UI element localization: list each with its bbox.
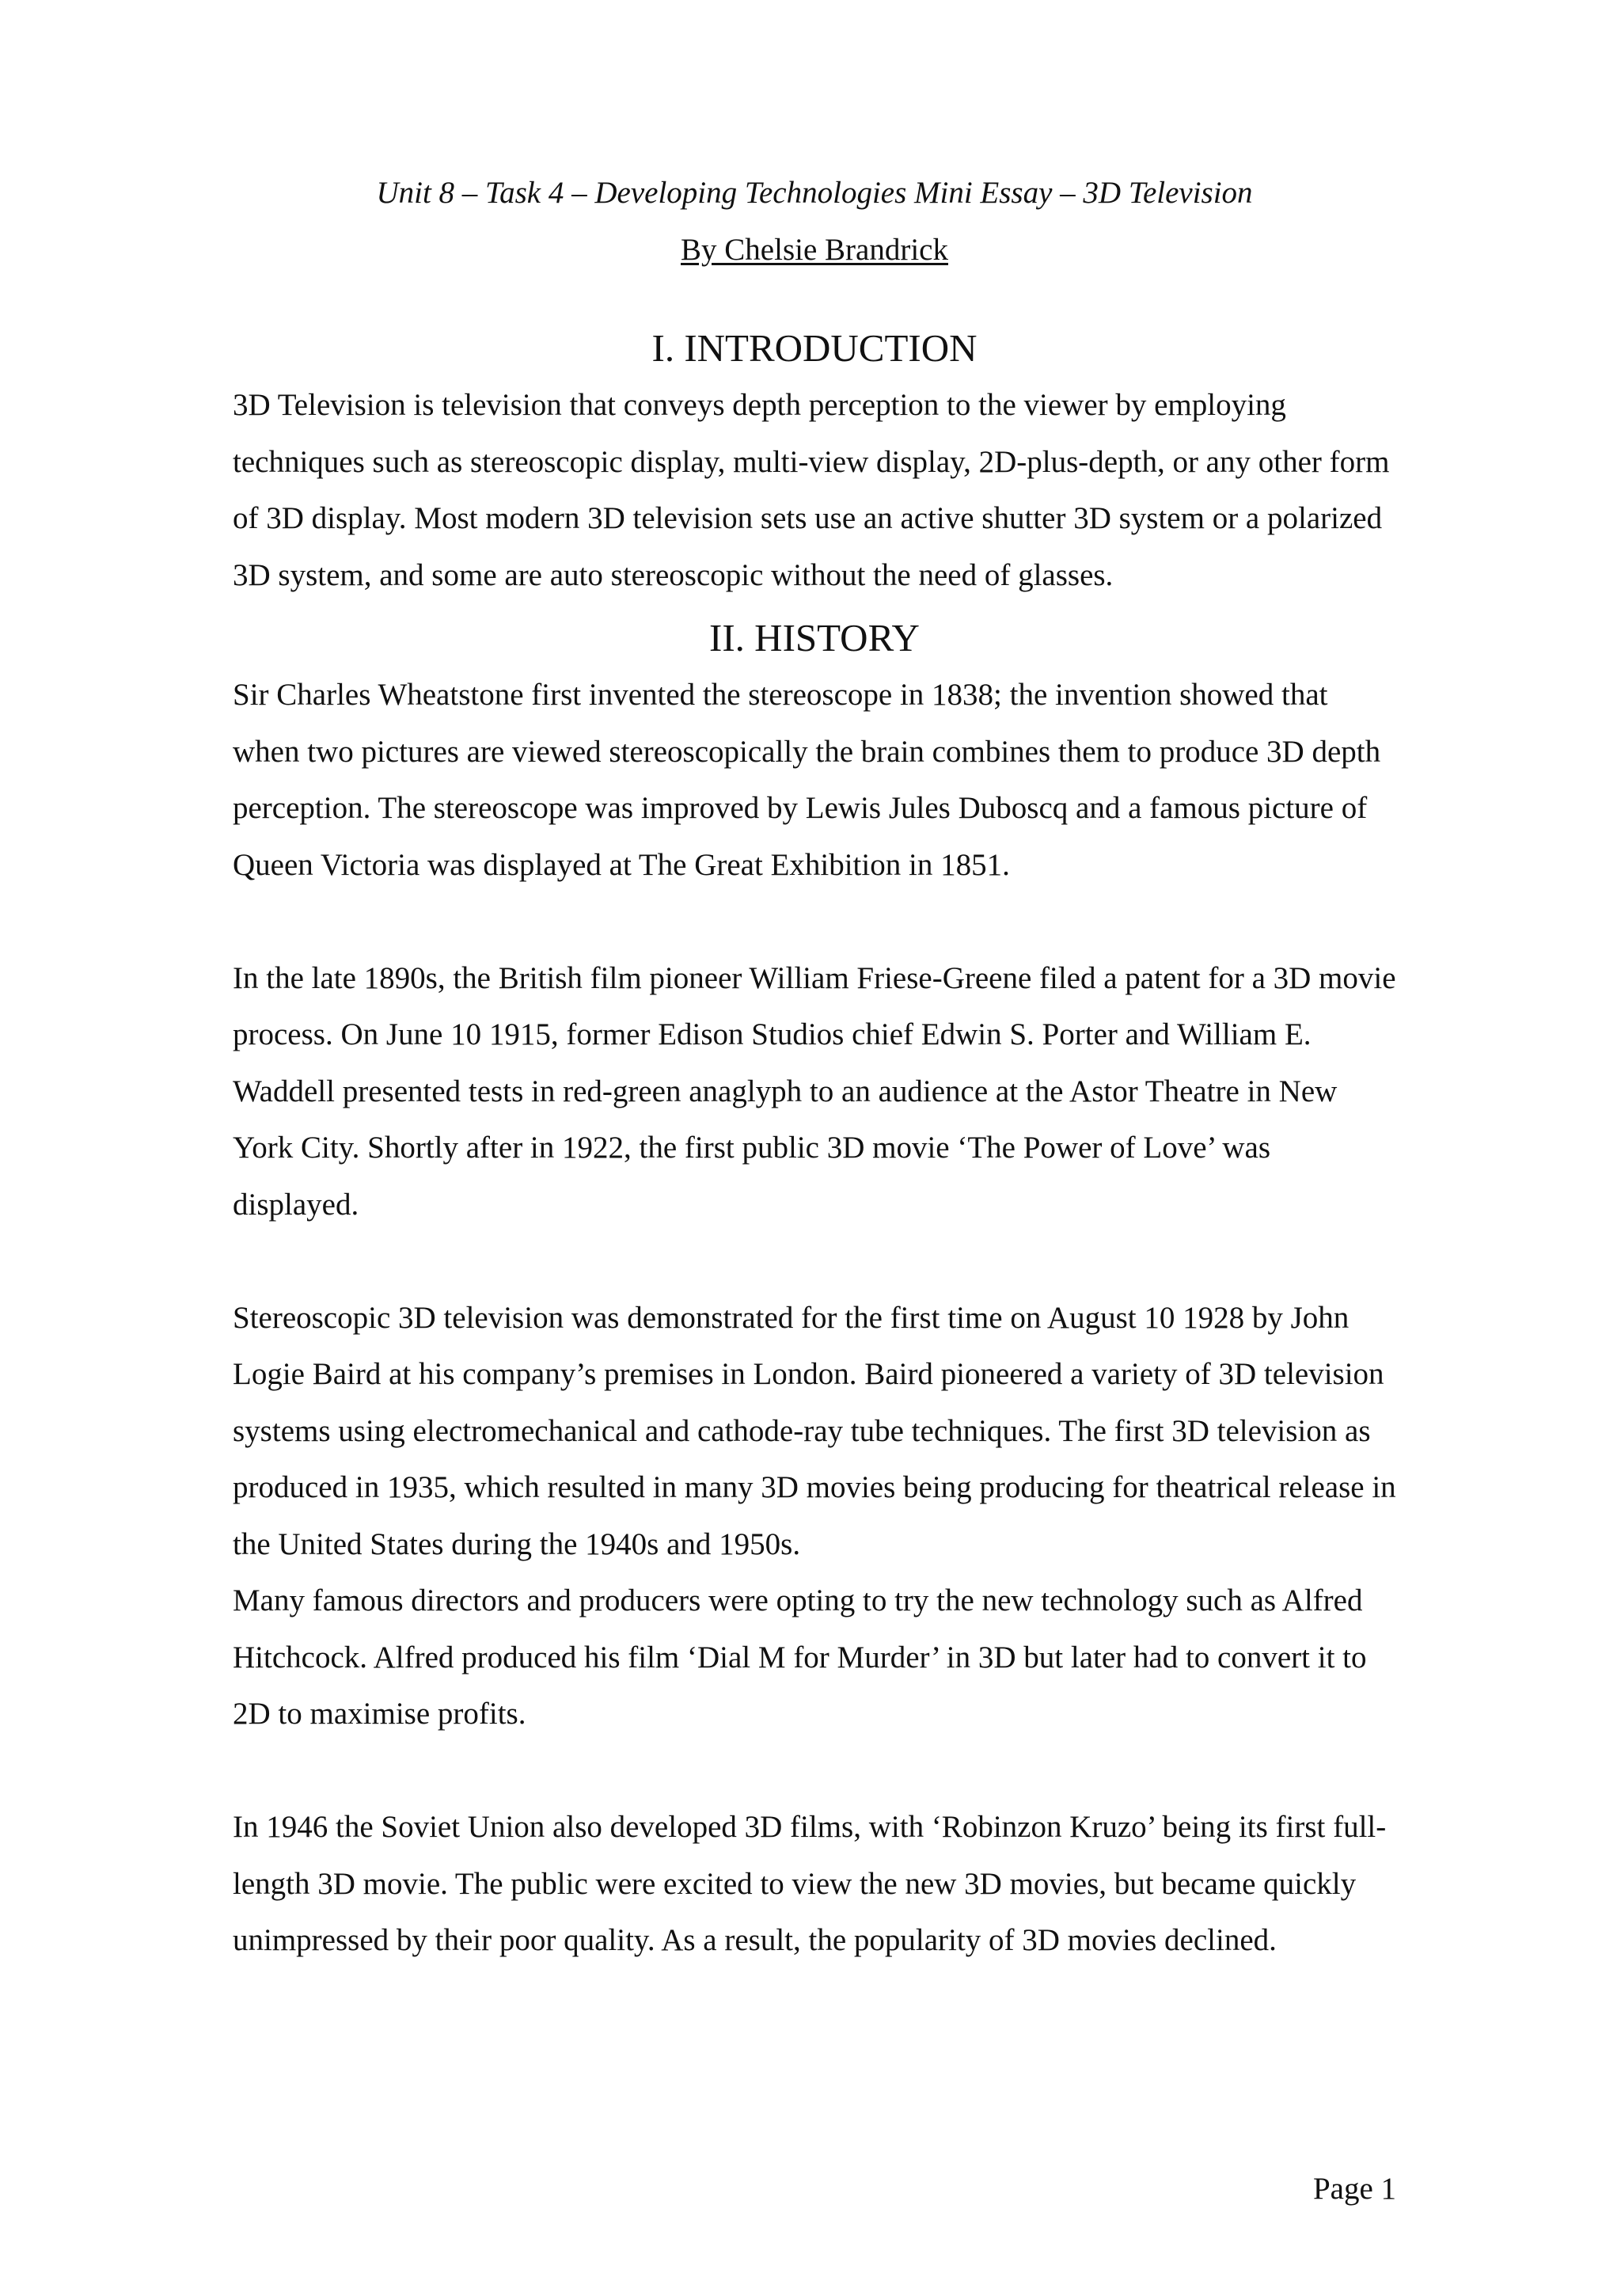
history-paragraph-wheatstone: Sir Charles Wheatstone first invented the stereoscope in 1838; the invention showed that when two pictures are viewed stereoscopically the brain combines them to produce 3D depth perception. The stereoscope was improved by Lewis Jules Duboscq and a famous picture of Queen Victoria was displayed at The Great Exhibition in 1851.	[233, 678, 1381, 882]
history-paragraph-baird: Stereoscopic 3D television was demonstrated for the first time on August 10 1928 by John Logie Baird at his company’s premises in London. Baird pioneered a variety of 3D television systems using electromechanical and cathode-ray tube techniques. The first 3D television as produced in 1935, which resulted in many 3D movies being producing for theatrical release in the United States during the 1940s and 1950s.	[233, 1300, 1396, 1561]
document-body	[233, 168, 1396, 1969]
section-heading-introduction: I. INTRODUCTION	[651, 326, 978, 370]
history-paragraph-soviet: In 1946 the Soviet Union also developed 3D films, with ‘Robinzon Kruzo’ being its first full-length 3D movie. The public were excited to view the new 3D movies, but became quickly unimpressed by their poor quality. As a result, the popularity of 3D movies declined.	[233, 1810, 1387, 1957]
paragraph-spacer	[233, 1743, 1396, 1800]
history-paragraph-hitchcock: Many famous directors and producers were opting to try the new technology such as Alfred Hitchcock. Alfred produced his film ‘Dial M for Murder’ in 3D but later had to convert it to 2D to maximise profits.	[233, 1583, 1367, 1731]
page-number: Page 1	[1312, 2172, 1396, 2206]
author-name: By Chelsie Brandrick	[681, 233, 948, 267]
paragraph-spacer	[233, 1233, 1396, 1290]
section-heading-history: II. HISTORY	[709, 616, 920, 660]
paragraph-spacer	[233, 893, 1396, 950]
document-title: Unit 8 – Task 4 – Developing Technologies Mini Essay – 3D Television	[376, 176, 1253, 210]
introduction-paragraph: 3D Television is television that conveys depth perception to the viewer by employing techniques such as stereoscopic display, multi-view display, 2D-plus-depth, or any other form of 3D display. Most modern 3D television sets use an active shutter 3D system or a polarized 3D system, and some are auto stereoscopic without the need of glasses.	[233, 388, 1390, 592]
author-line	[233, 225, 1396, 276]
history-paragraph-1890s: In the late 1890s, the British film pioneer William Friese-Greene filed a patent for a 3D movie process. On June 10 1915, former Edison Studios chief Edwin S. Porter and William E. Waddell presented tests in red-green anaglyph to an audience at the Astor Theatre in New York City. Shortly after in 1922, the first public 3D movie ‘The Power of Love’ was displayed.	[233, 960, 1396, 1222]
